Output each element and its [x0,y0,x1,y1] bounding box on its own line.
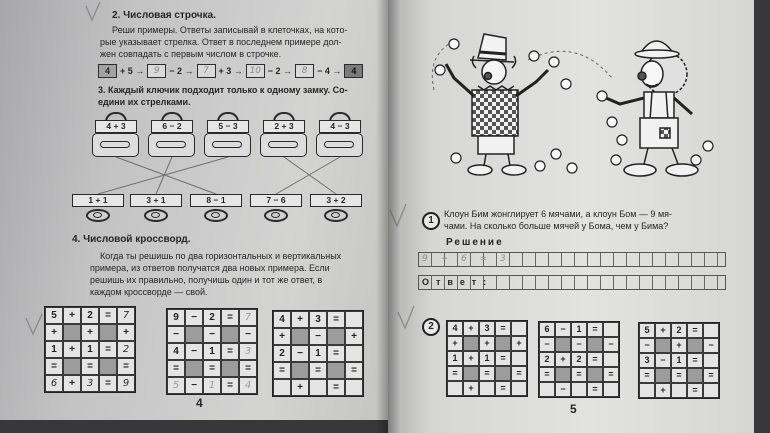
crossword-printed-cell: = [511,366,527,381]
crossword-printed-cell: − [203,326,221,343]
crossword-printed-cell: − [539,337,555,352]
crossword-printed-cell: = [167,360,185,377]
crossword-handwritten-cell: 4 [239,377,257,394]
clown-bom-illustration [606,41,698,176]
crossword-grid [44,306,136,393]
section-3-text-line: едини их стрелками. [98,97,191,107]
lock [260,112,308,158]
lock-label: 4 + 3 [95,120,137,133]
key-label: 3 + 2 [310,194,362,207]
crossword-printed-cell: = [273,362,291,379]
juggling-ball [535,161,545,171]
crossword-printed-cell: = [221,377,239,394]
key [72,194,124,222]
chain-operation: − 2 → [169,66,194,76]
lock-body [204,133,251,157]
section-2-text-line: рые указывает стрелка. Ответ в последнем примере дол- [100,37,342,47]
crossword-printed-cell: − [185,377,203,394]
crossword-shaded-cell [63,324,81,341]
crossword-printed-cell: + [63,375,81,392]
lock-keyhole [324,141,354,148]
crossword-printed-cell: = [687,383,703,398]
solution-cells-row [418,252,726,267]
crossword-printed-cell: 2 [273,345,291,362]
section-4-text-line: каждом кроссворде — свой. [90,287,208,297]
crossword-printed-cell: = [221,309,239,326]
crossword-printed-cell: 2 [81,307,99,324]
task-1-text-line: Клоун Бим жонглирует 6 мячами, а клоун Бом — 9 мя- [444,209,672,219]
connection-line [98,157,228,194]
crossword-printed-cell: = [571,367,587,382]
juggling-ball [549,57,559,67]
crossword-shaded-cell [587,367,603,382]
crossword-printed-cell: = [309,362,327,379]
crossword-printed-cell: − [167,326,185,343]
lock-keyhole [212,141,242,148]
key-ring [93,212,102,218]
chain-answer-box: 9 [147,64,166,78]
chain-end-box: 4 [344,64,363,78]
crossword-printed-cell: = [203,360,221,377]
crossword-printed-cell: + [63,341,81,358]
crossword-printed-cell: 4 [273,311,291,328]
pencil-check-mark [26,314,42,334]
crossword-printed-cell: 1 [447,351,463,366]
crossword-printed-cell: = [587,322,603,337]
crossword-printed-cell: = [239,360,257,377]
juggling-ball [449,39,459,49]
crossword-printed-cell: 1 [309,345,327,362]
crossword-printed-cell: = [603,367,619,382]
book-gutter-shadow [376,0,400,433]
crossword-printed-cell: − [185,343,203,360]
crossword-printed-cell: + [291,379,309,396]
chain-operation: − 4 → [317,66,342,76]
crossword-printed-cell: − [603,337,619,352]
crossword-printed-cell: 6 [539,322,555,337]
crossword-shaded-cell [655,368,671,383]
crossword-printed-cell: + [511,336,527,351]
crossword-printed-cell: − [639,338,655,353]
answer-cells-row [418,275,726,290]
crossword-printed-cell: = [671,368,687,383]
crossword-answer-cell [479,381,495,396]
crossword-shaded-cell [555,337,571,352]
crossword-answer-cell [703,353,719,368]
crossword-answer-cell [603,322,619,337]
crossword-printed-cell: = [99,341,117,358]
crossword-printed-cell: 5 [639,323,655,338]
crossword-printed-cell: 1 [45,341,63,358]
clowns-illustration [416,30,726,180]
key [310,194,362,222]
crossword-printed-cell: = [687,353,703,368]
crossword-grid [538,321,620,398]
crossword-answer-cell [603,382,619,397]
crossword-answer-cell [571,382,587,397]
crossword-printed-cell: 2 [571,352,587,367]
crossword-answer-cell [511,381,527,396]
crossword-answer-cell [511,321,527,336]
crossword-printed-cell: 1 [671,353,687,368]
key-ring [331,212,340,218]
chain-answer-box: 10 [246,64,265,78]
crossword-shaded-cell [185,326,203,343]
crossword-printed-cell: 2 [671,323,687,338]
section-2-text-line: Реши примеры. Ответы записывай в клеточках, на кото- [112,25,348,35]
crossword-printed-cell: 1 [81,341,99,358]
key [190,194,242,222]
key-ring [211,212,220,218]
ball-trajectory [528,51,612,78]
crossword-printed-cell: + [117,324,135,341]
key [130,194,182,222]
juggling-ball [617,135,627,145]
crossword-printed-cell: 1 [479,351,495,366]
pencil-check-mark [86,2,100,20]
crossword-printed-cell: − [291,345,309,362]
crossword-handwritten-cell: 9 [117,375,135,392]
crossword-printed-cell: = [45,358,63,375]
crossword-printed-cell: − [555,382,571,397]
crossword-shaded-cell [185,360,203,377]
crossword-handwritten-cell: 7 [117,307,135,324]
crossword-printed-cell: + [555,352,571,367]
key-label: 7 − 6 [250,194,302,207]
crossword-printed-cell: = [117,358,135,375]
crossword-printed-cell: + [273,328,291,345]
crossword-shaded-cell [587,337,603,352]
chain-answer-box: 7 [197,64,216,78]
key-label: 8 − 1 [190,194,242,207]
crossword-printed-cell: 9 [167,309,185,326]
juggling-ball [597,91,607,101]
chain-start-box: 4 [98,64,117,78]
crossword-printed-cell: + [345,328,363,345]
connection-line [116,157,216,194]
key-ring [151,212,160,218]
lock-body [316,133,363,157]
crossword-printed-cell: = [495,321,511,336]
crossword-handwritten-cell: 6 [45,375,63,392]
chain-operation: + 3 → [218,66,243,76]
crossword-answer-cell [273,379,291,396]
crossword-printed-cell: 4 [167,343,185,360]
crossword-shaded-cell [655,338,671,353]
key [250,194,302,222]
crossword-answer-cell [539,382,555,397]
crossword-grid [638,322,720,399]
key-ring [271,212,280,218]
task-2-number: 2 [422,318,440,336]
crossword-answer-cell [703,383,719,398]
lock-label: 6 − 2 [151,120,193,133]
crossword-answer-cell [345,345,363,362]
crossword-printed-cell: 3 [639,353,655,368]
crossword-grid [446,320,528,397]
left-page [0,0,388,420]
crossword-printed-cell: = [81,358,99,375]
number-chain [98,64,363,78]
juggling-ball [551,149,561,159]
key-lock-connections [98,157,340,194]
juggling-ball [529,51,539,61]
crossword-shaded-cell [291,328,309,345]
juggling-ball [561,79,571,89]
key-label: 3 + 1 [130,194,182,207]
crossword-printed-cell: = [539,367,555,382]
crossword-printed-cell: = [345,362,363,379]
connection-line [284,157,336,194]
crossword-grid [166,308,258,395]
right-page [388,0,754,433]
crossword-shaded-cell [687,338,703,353]
crossword-printed-cell: = [703,368,719,383]
crossword-printed-cell: + [655,383,671,398]
crossword-answer-cell [309,379,327,396]
crossword-printed-cell: − [571,337,587,352]
crossword-handwritten-cell: 3 [81,375,99,392]
lock-label: 4 − 3 [319,120,361,133]
crossword-printed-cell: + [671,338,687,353]
crossword-shaded-cell [463,366,479,381]
crossword-printed-cell: 4 [447,321,463,336]
lock [92,112,140,158]
crossword-shaded-cell [99,324,117,341]
crossword-handwritten-cell: 2 [117,341,135,358]
crossword-printed-cell: = [639,368,655,383]
page-number: 5 [570,402,577,416]
crossword-printed-cell: + [63,307,81,324]
crossword-shaded-cell [555,367,571,382]
crossword-printed-cell: 1 [571,322,587,337]
lock [204,112,252,158]
crossword-printed-cell: = [447,366,463,381]
crossword-printed-cell: + [463,321,479,336]
crossword-printed-cell: 2 [203,309,221,326]
lock-label: 2 + 3 [263,120,305,133]
crossword-printed-cell: = [327,345,345,362]
chain-operation: − 2 → [267,66,293,76]
crossword-printed-cell: + [81,324,99,341]
crossword-shaded-cell [99,358,117,375]
chain-operation: + 5 → [120,66,145,76]
crossword-printed-cell: = [221,343,239,360]
juggling-ball [435,65,445,75]
juggling-ball [691,155,701,165]
solution-handwriting: 9 − 6 = 3 [422,254,511,264]
juggling-ball [607,117,617,127]
lock-body [260,133,307,157]
lock-keyhole [100,141,130,148]
juggling-ball [567,163,577,173]
crossword-printed-cell: 1 [203,343,221,360]
lock-keyhole [268,141,298,148]
crossword-printed-cell: − [239,326,257,343]
connection-line [276,157,340,194]
crossword-printed-cell: + [479,336,495,351]
task-1-text-line: чами. На сколько больше мячей у Бома, чем у Бима? [444,221,669,231]
crossword-printed-cell: = [687,323,703,338]
crossword-answer-cell [447,381,463,396]
crossword-printed-cell: = [587,352,603,367]
crossword-printed-cell: = [587,382,603,397]
crossword-answer-cell [345,311,363,328]
lock-body [92,133,139,157]
lock [316,112,364,158]
section-4-text-line: Когда ты решишь по два горизонтальных и вертикальных [100,251,342,261]
crossword-answer-cell [511,351,527,366]
crossword-printed-cell: = [99,307,117,324]
juggling-ball [611,155,621,165]
crossword-printed-cell: = [479,366,495,381]
section-4-title: 4. Числовой кроссворд. [72,234,191,245]
answer-label: Ответ: [422,277,494,287]
crossword-printed-cell: + [447,336,463,351]
solution-label: Решение [446,237,504,248]
crossword-printed-cell: = [327,311,345,328]
crossword-printed-cell: 5 [45,307,63,324]
lock [148,112,196,158]
crossword-printed-cell: + [463,381,479,396]
crossword-handwritten-cell: 5 [167,377,185,394]
crossword-shaded-cell [327,362,345,379]
pencil-check-mark [398,306,414,328]
crossword-printed-cell: 2 [539,352,555,367]
crossword-shaded-cell [221,360,239,377]
section-3-text-line: 3. Каждый ключик подходит только к одному замку. Со- [98,85,348,95]
lock-keyhole [156,141,186,148]
crossword-shaded-cell [495,336,511,351]
crossword-printed-cell: + [291,311,309,328]
lock-label: 5 − 3 [207,120,249,133]
juggling-ball [451,153,461,163]
crossword-printed-cell: = [495,381,511,396]
crossword-printed-cell: + [45,324,63,341]
crossword-shaded-cell [687,368,703,383]
crossword-shaded-cell [463,336,479,351]
crossword-handwritten-cell: 7 [239,309,257,326]
crossword-shaded-cell [291,362,309,379]
crossword-answer-cell [703,323,719,338]
crossword-handwritten-cell: 3 [239,343,257,360]
crossword-answer-cell [603,352,619,367]
crossword-shaded-cell [327,328,345,345]
lock-body [148,133,195,157]
chain-answer-box: 8 [295,64,314,78]
crossword-printed-cell: 3 [309,311,327,328]
crossword-answer-cell [639,383,655,398]
crossword-printed-cell: = [99,375,117,392]
section-4-text-line: решишь их правильно, получишь один и тот же ответ, в [90,275,323,285]
section-2-text-line: жен совпадать с первым числом в строчке. [100,49,282,59]
crossword-printed-cell: − [703,338,719,353]
section-4-text-line: примера, из ответов получатся два новых примера. Если [90,263,330,273]
crossword-shaded-cell [63,358,81,375]
key-label: 1 + 1 [72,194,124,207]
crossword-printed-cell: − [309,328,327,345]
crossword-printed-cell: = [327,379,345,396]
crossword-printed-cell: = [495,351,511,366]
crossword-printed-cell: − [185,309,203,326]
crossword-printed-cell: − [555,322,571,337]
juggling-ball [703,141,713,151]
crossword-answer-cell [345,379,363,396]
crossword-answer-cell [671,383,687,398]
crossword-grid [272,310,364,397]
crossword-shaded-cell [495,366,511,381]
section-2-title: 2. Числовая строчка. [112,10,216,21]
task-1-number: 1 [422,212,440,230]
crossword-printed-cell: − [655,353,671,368]
crossword-printed-cell: + [655,323,671,338]
crossword-handwritten-cell: 1 [203,377,221,394]
crossword-shaded-cell [221,326,239,343]
crossword-printed-cell: + [463,351,479,366]
page-number: 4 [196,396,203,410]
crossword-printed-cell: 3 [479,321,495,336]
